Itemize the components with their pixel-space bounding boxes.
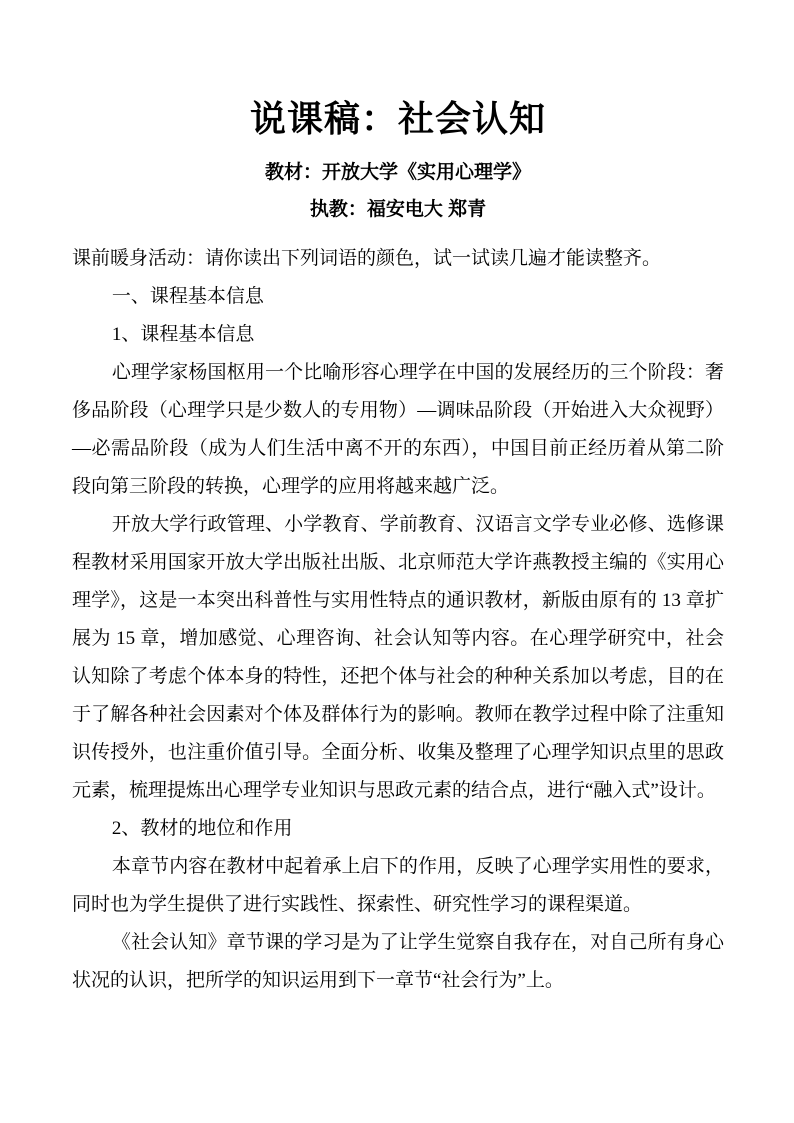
- paragraph: 心理学家杨国枢用一个比喻形容心理学在中国的发展经历的三个阶段：奢侈品阶段（心理学只是少数人的专用物）—调味品阶段（开始进入大众视野）—必需品阶段（成为人们生活中离不开的东西），中国目前正经历着从第二阶段向第三阶段的转换，心理学的应用将越来越广泛。: [72, 362, 724, 497]
- document-title: 说课稿：社会认知: [249, 98, 546, 139]
- subtitle-textbook: 教材：开放大学《实用心理学》: [264, 162, 531, 183]
- paragraph: 开放大学行政管理、小学教育、学前教育、汉语言文学专业必修、选修课程教材采用国家开放大学出版社出版、北京师范大学许燕教授主编的《实用心理学》，这是一本突出科普性与实用性特点的通识教材，新版由原有的 13 章扩展为 15 章，增加感觉、心理咨询、社会认知等内容。在心理学研究中，社会认知除了考虑个体本身的特性，还把个体与社会的种种关系加以考虑，目的在于了解各种社会因素对个体及群体行为的影响。教师在教学过程中除了注重知识传授外，也注重价值引导。全面分析、收集及整理了心理学知识点里的思政元素，梳理提炼出心理学专业知识与思政元素的结合点，进行“融入式”设计。: [72, 514, 724, 801]
- subtitle-teacher: 执教：福安电大 郑青: [309, 199, 487, 220]
- paragraph: 一、课程基本信息: [111, 286, 264, 307]
- paragraph: 课前暖身活动：请你读出下列词语的颜色，试一试读几遍才能读整齐。: [72, 248, 662, 269]
- paragraph: 本章节内容在教材中起着承上启下的作用，反映了心理学实用性的要求，同时也为学生提供了进行实践性、探索性、研究性学习的课程渠道。: [72, 856, 724, 915]
- paragraph: 1、课程基本信息: [111, 324, 255, 345]
- document-body: [72, 240, 724, 1000]
- paragraph: 《社会认知》章节课的学习是为了让学生觉察自我存在，对自己所有身心状况的认识，把所学的知识运用到下一章节“社会行为”上。: [72, 932, 724, 991]
- paragraph: 2、教材的地位和作用: [111, 818, 293, 839]
